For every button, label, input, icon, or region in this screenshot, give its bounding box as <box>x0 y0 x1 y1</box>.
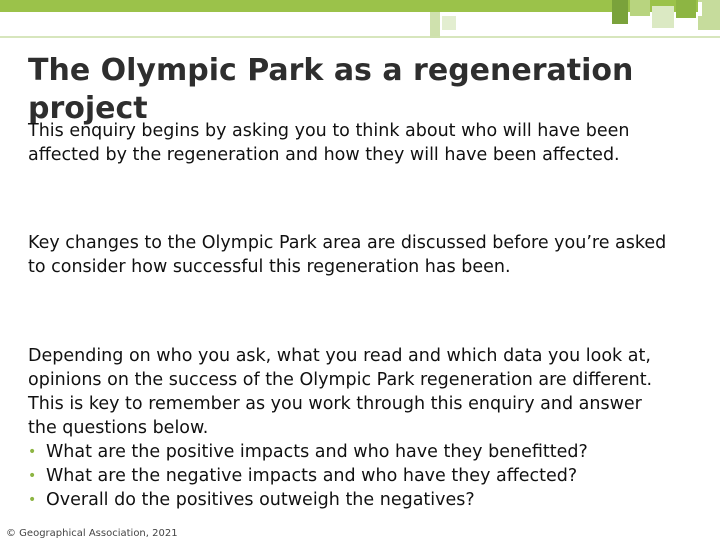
question-item <box>28 488 668 512</box>
question-item <box>28 464 668 488</box>
question-list <box>28 440 668 512</box>
decor-square <box>652 6 674 28</box>
slide-title: The Olympic Park as a regeneration project <box>28 53 634 126</box>
question-text: Overall do the positives outweigh the negatives? <box>46 490 475 510</box>
decor-square <box>442 16 456 30</box>
decor-square <box>676 0 696 18</box>
question-text: What are the positive impacts and who have they benefitted? <box>46 442 588 462</box>
decorative-header-band <box>0 0 720 40</box>
question-text: What are the negative impacts and who have they affected? <box>46 466 578 486</box>
paragraph-key-changes: Key changes to the Olympic Park area are discussed before you’re asked to consider how successful this regeneration has been. <box>28 233 667 277</box>
bullet-icon: • <box>28 492 37 508</box>
paragraph-intro: This enquiry begins by asking you to think about who will have been affected by the regeneration and how they will have been affected. <box>28 121 630 165</box>
decor-square <box>698 2 702 16</box>
bullet-icon: • <box>28 444 37 460</box>
paragraph-opinions: Depending on who you ask, what you read and which data you look at, opinions on the success of the Olympic Park regeneration are different. This is key to remember as you work through this enquiry and answer the questions below. <box>28 346 653 438</box>
decor-square <box>612 0 628 24</box>
decor-square <box>630 0 650 16</box>
decor-square <box>430 12 440 38</box>
paragraph-opinions-block <box>28 344 668 512</box>
copyright-footer: © Geographical Association, 2021 <box>6 528 178 539</box>
bullet-icon: • <box>28 468 37 484</box>
question-item <box>28 440 668 464</box>
header-line <box>0 36 720 38</box>
